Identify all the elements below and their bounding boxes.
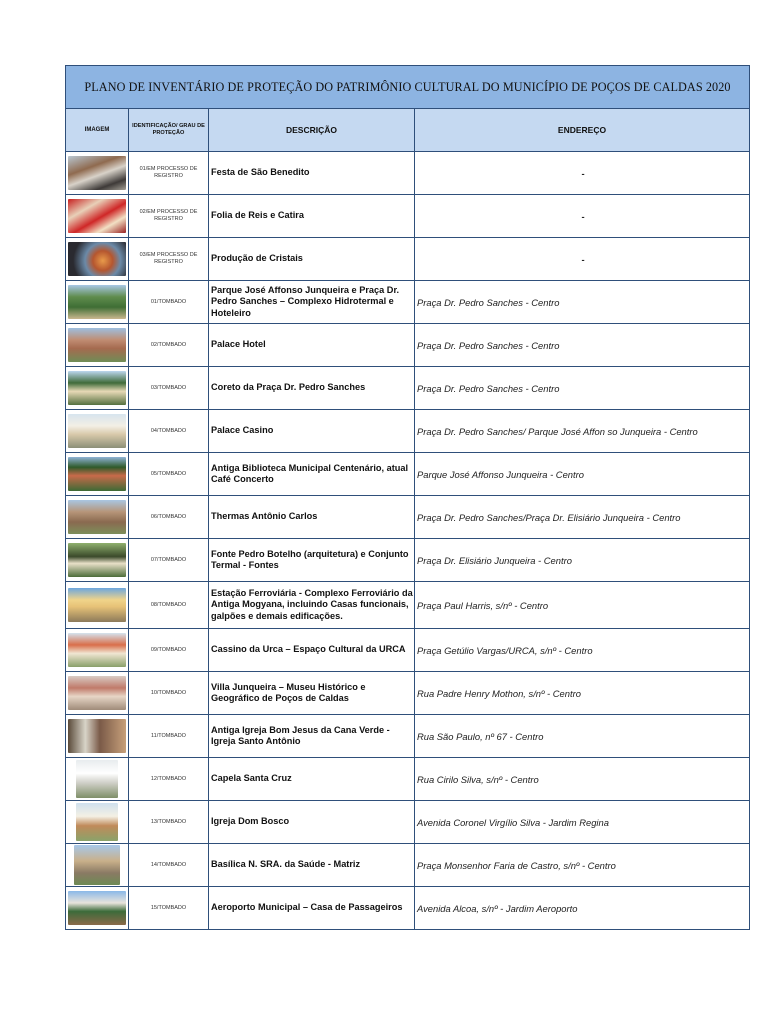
thumbnail-image (68, 891, 126, 925)
header-identification: IDENTIFICAÇÃO/ GRAU DE PROTEÇÃO (129, 109, 209, 152)
description-cell: Palace Hotel (209, 324, 415, 367)
table-row (66, 281, 750, 324)
description-cell: Villa Junqueira – Museu Histórico e Geográfico de Poços de Caldas (209, 672, 415, 715)
description-cell: Aeroporto Municipal – Casa de Passageiros (209, 887, 415, 930)
table-row (66, 238, 750, 281)
identification-cell: 07/TOMBADO (129, 539, 209, 582)
table-row (66, 367, 750, 410)
address-cell: Parque José Affonso Junqueira - Centro (415, 453, 750, 496)
address-cell: Praça Dr. Pedro Sanches/Praça Dr. Elisiário Junqueira - Centro (415, 496, 750, 539)
inventory-sheet (65, 65, 749, 930)
description-cell: Igreja Dom Bosco (209, 801, 415, 844)
thumbnail-image (68, 543, 126, 577)
description-cell: Antiga Igreja Bom Jesus da Cana Verde - Igreja Santo Antônio (209, 715, 415, 758)
identification-cell: 04/TOMBADO (129, 410, 209, 453)
table-row (66, 844, 750, 887)
table-row (66, 629, 750, 672)
address-cell: - (415, 238, 750, 281)
table-row (66, 453, 750, 496)
address-cell: Rua Cirilo Silva, s/nº - Centro (415, 758, 750, 801)
table-row (66, 496, 750, 539)
identification-cell: 06/TOMBADO (129, 496, 209, 539)
address-cell: Avenida Coronel Virgílio Silva - Jardim Regina (415, 801, 750, 844)
thumbnail-image (68, 199, 126, 233)
identification-cell: 02/EM PROCESSO DE REGISTRO (129, 195, 209, 238)
header-image: IMAGEM (66, 109, 129, 152)
identification-cell: 01/TOMBADO (129, 281, 209, 324)
address-cell: Praça Paul Harris, s/nº - Centro (415, 582, 750, 629)
thumbnail-image (68, 588, 126, 622)
address-cell: Praça Dr. Pedro Sanches - Centro (415, 281, 750, 324)
identification-cell: 03/EM PROCESSO DE REGISTRO (129, 238, 209, 281)
thumbnail-image (68, 676, 126, 710)
description-cell: Produção de Cristais (209, 238, 415, 281)
thumbnail-image (68, 242, 126, 276)
address-cell: Praça Dr. Pedro Sanches - Centro (415, 324, 750, 367)
description-cell: Estação Ferroviária - Complexo Ferroviário da Antiga Mogyana, incluindo Casas funcionais, galpões e demais edificações. (209, 582, 415, 629)
thumbnail-image (68, 633, 126, 667)
table-row (66, 410, 750, 453)
identification-cell: 01/EM PROCESSO DE REGISTRO (129, 152, 209, 195)
table-row (66, 801, 750, 844)
address-cell: Praça Dr. Pedro Sanches - Centro (415, 367, 750, 410)
header-description: DESCRIÇÃO (209, 109, 415, 152)
thumbnail-image (68, 328, 126, 362)
table-row (66, 195, 750, 238)
address-cell: Rua Padre Henry Mothon, s/nº - Centro (415, 672, 750, 715)
thumbnail-image (68, 719, 126, 753)
identification-cell: 14/TOMBADO (129, 844, 209, 887)
address-cell: Rua São Paulo, nº 67 - Centro (415, 715, 750, 758)
identification-cell: 03/TOMBADO (129, 367, 209, 410)
description-cell: Capela Santa Cruz (209, 758, 415, 801)
thumbnail-image (68, 156, 126, 190)
thumbnail-image (68, 414, 126, 448)
table-row (66, 758, 750, 801)
table-row (66, 672, 750, 715)
identification-cell: 13/TOMBADO (129, 801, 209, 844)
identification-cell: 08/TOMBADO (129, 582, 209, 629)
table-row (66, 582, 750, 629)
address-cell: - (415, 195, 750, 238)
inventory-table (65, 65, 750, 930)
identification-cell: 02/TOMBADO (129, 324, 209, 367)
thumbnail-image (68, 285, 126, 319)
description-cell: Parque José Affonso Junqueira e Praça Dr. Pedro Sanches – Complexo Hidrotermal e Hoteleiro (209, 281, 415, 324)
thumbnail-image (68, 371, 126, 405)
identification-cell: 09/TOMBADO (129, 629, 209, 672)
description-cell: Cassino da Urca – Espaço Cultural da URCA (209, 629, 415, 672)
description-cell: Fonte Pedro Botelho (arquitetura) e Conjunto Termal - Fontes (209, 539, 415, 582)
identification-cell: 10/TOMBADO (129, 672, 209, 715)
identification-cell: 12/TOMBADO (129, 758, 209, 801)
description-cell: Folia de Reis e Catira (209, 195, 415, 238)
description-cell: Antiga Biblioteca Municipal Centenário, atual Café Concerto (209, 453, 415, 496)
description-cell: Basílica N. SRA. da Saúde - Matriz (209, 844, 415, 887)
address-cell: Praça Getúlio Vargas/URCA, s/nº - Centro (415, 629, 750, 672)
address-cell: Praça Monsenhor Faria de Castro, s/nº - Centro (415, 844, 750, 887)
thumbnail-image (76, 760, 118, 798)
address-cell: - (415, 152, 750, 195)
table-row (66, 539, 750, 582)
identification-cell: 15/TOMBADO (129, 887, 209, 930)
identification-cell: 11/TOMBADO (129, 715, 209, 758)
header-row (66, 109, 750, 152)
table-row (66, 152, 750, 195)
identification-cell: 05/TOMBADO (129, 453, 209, 496)
address-cell: Praça Dr. Pedro Sanches/ Parque José Affon so Junqueira - Centro (415, 410, 750, 453)
description-cell: Palace Casino (209, 410, 415, 453)
table-row (66, 887, 750, 930)
table-title: PLANO DE INVENTÁRIO DE PROTEÇÃO DO PATRIMÔNIO CULTURAL DO MUNICÍPIO DE POÇOS DE CALDAS 2020 (66, 66, 750, 109)
description-cell: Thermas Antônio Carlos (209, 496, 415, 539)
address-cell: Avenida Alcoa, s/nº - Jardim Aeroporto (415, 887, 750, 930)
header-address: ENDEREÇO (415, 109, 750, 152)
thumbnail-image (68, 500, 126, 534)
table-row (66, 324, 750, 367)
thumbnail-image (74, 845, 120, 885)
address-cell: Praça Dr. Elisiário Junqueira - Centro (415, 539, 750, 582)
table-row (66, 715, 750, 758)
thumbnail-image (76, 803, 118, 841)
description-cell: Festa de São Benedito (209, 152, 415, 195)
description-cell: Coreto da Praça Dr. Pedro Sanches (209, 367, 415, 410)
thumbnail-image (68, 457, 126, 491)
